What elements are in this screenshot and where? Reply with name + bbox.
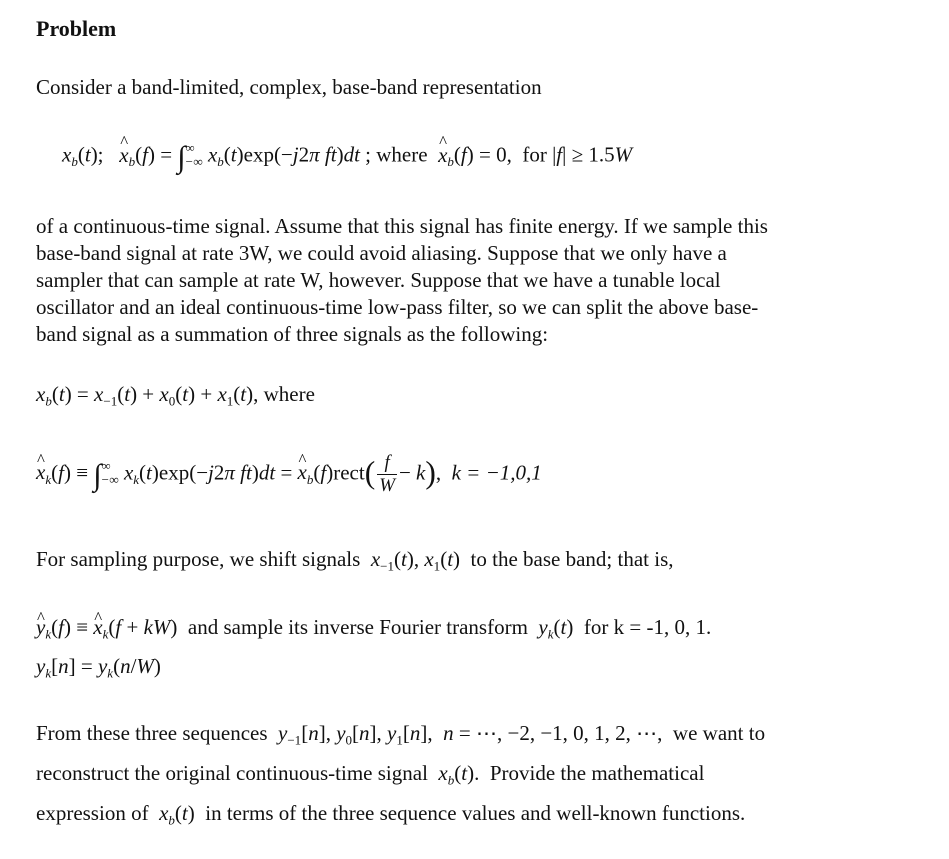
text-segment: expression of bbox=[36, 801, 149, 825]
shift-paragraph: For sampling purpose, we shift signals $x_{-1}(t)$, $x_1(t)$ to the base band; that is, bbox=[36, 547, 674, 574]
k-values: k = −1,0,1 bbox=[451, 460, 542, 485]
text-segment: in terms of the three sequence values and well-known functions. bbox=[205, 801, 746, 825]
text-segment: For sampling purpose, we shift signals bbox=[36, 547, 361, 571]
reconstruct-paragraph-line1: From these three sequences $y_{-1}[n]$, $y_0[n]$, $y_1[n]$, n = ⋯, −2, −1, 0, 1, 2, ⋯, we want to bbox=[36, 721, 766, 748]
text-segment: and sample its inverse Fourier transform bbox=[187, 615, 528, 639]
text-line: oscillator and an ideal continuous-time low-pass filter, so we can split the above base- bbox=[36, 295, 759, 319]
text-line: base-band signal at rate 3W, we could avoid aliasing. Suppose that we only have a bbox=[36, 241, 727, 265]
sampling-paragraph: ^ $y_k(f)$ ≡ ^ $x_k(f + kW)$ and sample its inverse Fourier transform $y_k(t)$ for k = -1, 0, 1. bbox=[36, 614, 711, 648]
where-text: where bbox=[263, 382, 315, 406]
text-segment: reconstruct the original continuous-time signal bbox=[36, 761, 428, 785]
text-segment: we want to bbox=[672, 721, 766, 745]
equation-signal-sum: $x_b(t) = x_{-1}(t) + x_0(t) + x_1(t)$, where bbox=[36, 382, 315, 409]
problem-title: Problem bbox=[36, 16, 117, 41]
reconstruct-paragraph-line3: expression of $x_b(t)$ in terms of the three sequence values and well-known functions. bbox=[36, 801, 746, 828]
text-segment: for k = -1, 0, 1. bbox=[583, 615, 712, 639]
text-line: band signal as a summation of three signals as the following: bbox=[36, 322, 549, 346]
equation-samples: $y_k[n] = y_k(n/W)$ bbox=[36, 654, 161, 681]
text-segment: From these three sequences bbox=[36, 721, 268, 745]
text-segment: Provide the mathematical bbox=[489, 761, 705, 785]
text-line: of a continuous-time signal. Assume that this signal has finite energy. If we sample this bbox=[36, 214, 768, 238]
intro-paragraph: Consider a band-limited, complex, base-band representation bbox=[36, 75, 542, 99]
equation-band-split: ^ $x_k(f) \equiv \int^\infty_{-\infty}$ $x_k(t)\exp(-j2\pi$ ft)dt = ^ $x_b(f)rect$( $\frac{f}{W}$ − k), k = −1,0,1 bbox=[36, 452, 542, 497]
description-paragraph bbox=[36, 213, 768, 348]
reconstruct-paragraph-line2: reconstruct the original continuous-time signal $x_b(t)$. Provide the mathematical bbox=[36, 761, 705, 788]
text-line: sampler that can sample at rate W, however. Suppose that we have a tunable local bbox=[36, 268, 721, 292]
text-segment: to the base band; that is, bbox=[470, 547, 674, 571]
equation-fourier-transform: $x_b(t)$; ^ $x_b(f) = \int^\infty_{-\infty}$ $x_b(t)\exp(-j2\pi$ ft)dt ; where ^ $x_b(f) = 0$, for |f| ≥ 1.5W bbox=[62, 140, 632, 175]
